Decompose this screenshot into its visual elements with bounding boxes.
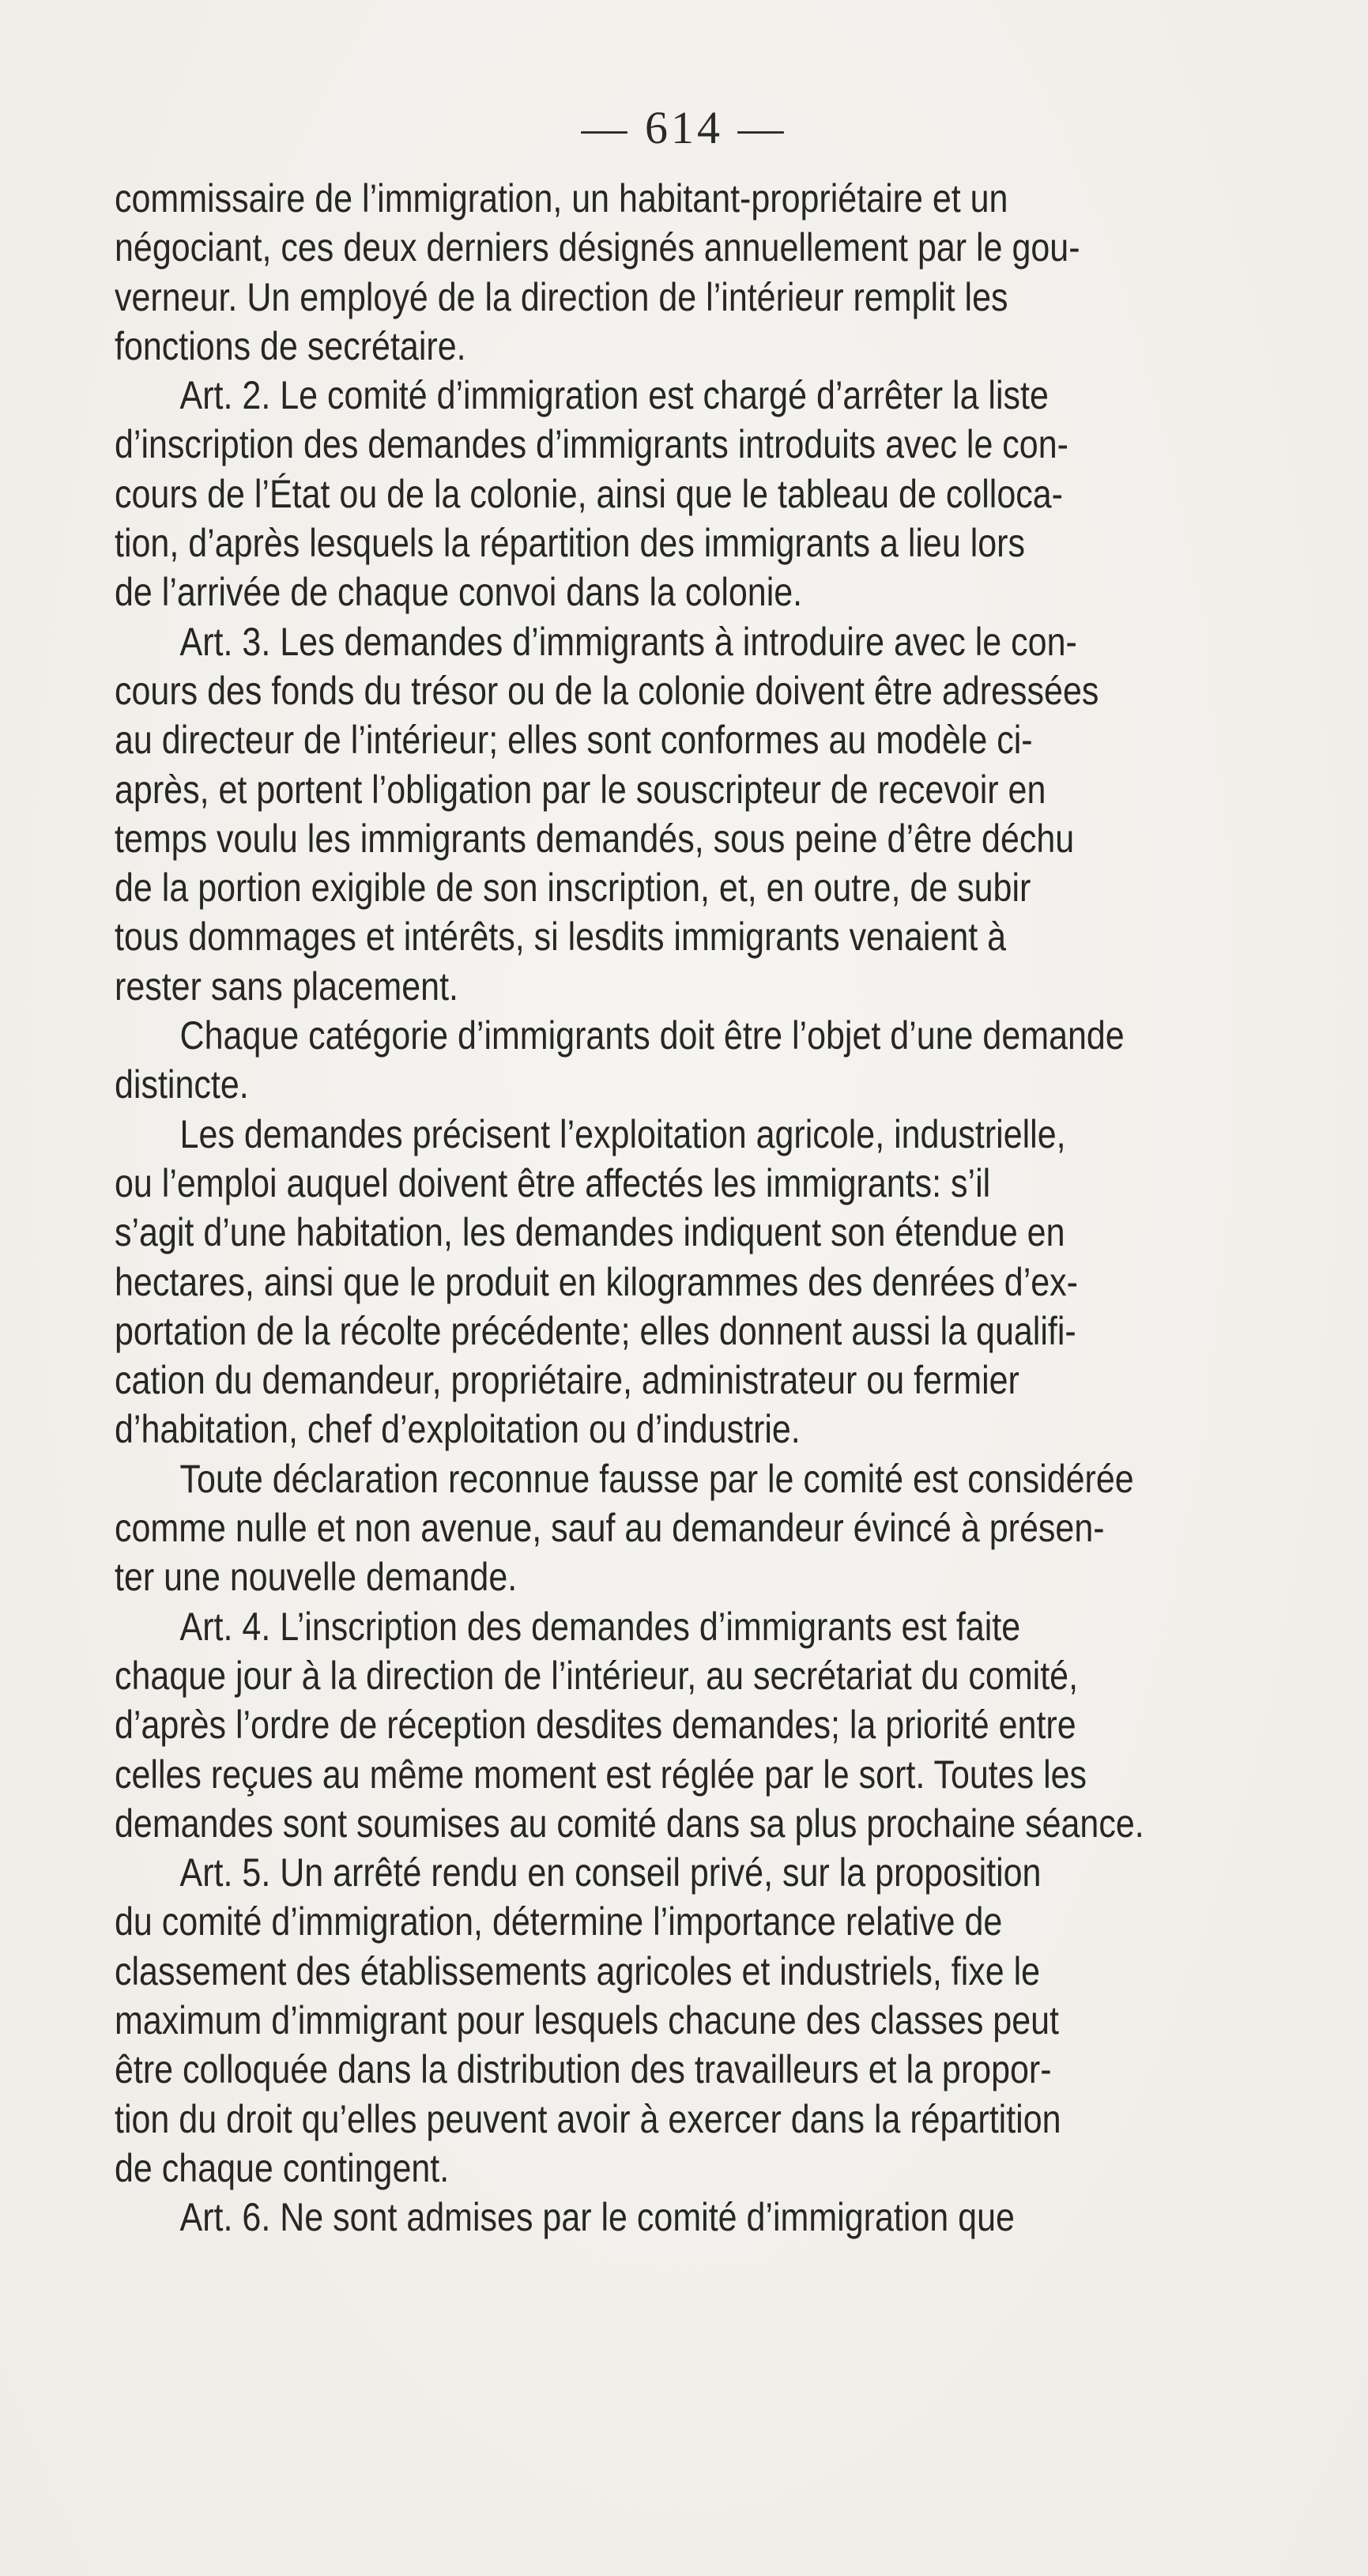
text-line: tion, d’après lesquels la répartition des immigrants a lieu lors: [115, 521, 1025, 566]
text-line: Chaque catégorie d’immigrants doit être l’objet d’une demande: [179, 1013, 1125, 1058]
text-line: Les demandes précisent l’exploitation agricole, industrielle,: [179, 1111, 1066, 1156]
text-line: demandes sont soumises au comité dans sa plus prochaine séance.: [115, 1801, 1144, 1846]
text-line: s’agit d’une habitation, les demandes indiquent son étendue en: [115, 1210, 1065, 1255]
text-line: temps voulu les immigrants demandés, sous peine d’être déchu: [115, 816, 1075, 861]
text-line: d’après l’ordre de réception desdites demandes; la priorité entre: [115, 1703, 1076, 1748]
text-line: après, et portent l’obligation par le souscripteur de recevoir en: [115, 767, 1046, 812]
text-line: du comité d’immigration, détermine l’importance relative de: [115, 1899, 1003, 1944]
text-line: Art. 6. Ne sont admises par le comité d’immigration que: [179, 2195, 1015, 2240]
text-line: d’habitation, chef d’exploitation ou d’industrie.: [115, 1407, 801, 1452]
page-number-header: — 614 —: [581, 102, 787, 153]
text-line: être colloquée dans la distribution des travailleurs et la propor-: [115, 2047, 1052, 2092]
text-line: cours de l’État ou de la colonie, ainsi que le tableau de colloca-: [115, 471, 1063, 516]
text-line: cation du demandeur, propriétaire, administrateur ou fermier: [115, 1358, 1019, 1403]
text-line: d’inscription des demandes d’immigrants introduits avec le con-: [115, 422, 1068, 467]
text-line: maximum d’immigrant pour lesquels chacune des classes peut: [115, 1997, 1059, 2042]
text-line: tion du droit qu’elles peuvent avoir à exercer dans la répartition: [115, 2096, 1061, 2141]
text-line: au directeur de l’intérieur; elles sont conformes au modèle ci-: [115, 718, 1033, 763]
text-line: hectares, ainsi que le produit en kilogrammes des denrées d’ex-: [115, 1259, 1078, 1304]
text-line: ter une nouvelle demande.: [115, 1555, 518, 1600]
text-line: Art. 3. Les demandes d’immigrants à introduire avec le con-: [179, 619, 1077, 664]
text-line: celles reçues au même moment est réglée par le sort. Toutes les: [115, 1752, 1087, 1797]
text-line: Art. 2. Le comité d’immigration est chargé d’arrêter la liste: [179, 373, 1049, 418]
text-line: de l’arrivée de chaque convoi dans la colonie.: [115, 570, 803, 615]
text-line: ou l’emploi auquel doivent être affectés les immigrants: s’il: [115, 1160, 991, 1205]
text-line: distincte.: [115, 1062, 249, 1107]
text-line: commissaire de l’immigration, un habitant-propriétaire et un: [115, 176, 1008, 221]
text-line: portation de la récolte précédente; elles donnent aussi la qualifi-: [115, 1308, 1076, 1353]
text-line: comme nulle et non avenue, sauf au demandeur évincé à présen-: [115, 1506, 1105, 1551]
text-line: négociant, ces deux derniers désignés annuellement par le gou-: [115, 225, 1080, 270]
text-line: fonctions de secrétaire.: [115, 323, 466, 368]
text-line: Art. 4. L’inscription des demandes d’immigrants est faite: [179, 1604, 1021, 1649]
text-line: tous dommages et intérêts, si lesdits immigrants venaient à: [115, 915, 1007, 960]
text-line: rester sans placement.: [115, 964, 458, 1009]
text-line: de la portion exigible de son inscription, et, en outre, de subir: [115, 866, 1031, 911]
text-line: classement des établissements agricoles et industriels, fixe le: [115, 1948, 1041, 1993]
text-line: verneur. Un employé de la direction de l’intérieur remplit les: [115, 274, 1008, 319]
text-line: de chaque contingent.: [115, 2145, 450, 2190]
text-line: Art. 5. Un arrêté rendu en conseil privé, sur la proposition: [179, 1850, 1042, 1895]
body-text: [115, 174, 1195, 2242]
text-line: cours des fonds du trésor ou de la colonie doivent être adressées: [115, 668, 1099, 713]
text-line: Toute déclaration reconnue fausse par le comité est considérée: [179, 1456, 1134, 1501]
text-line: chaque jour à la direction de l’intérieur, au secrétariat du comité,: [115, 1653, 1079, 1698]
